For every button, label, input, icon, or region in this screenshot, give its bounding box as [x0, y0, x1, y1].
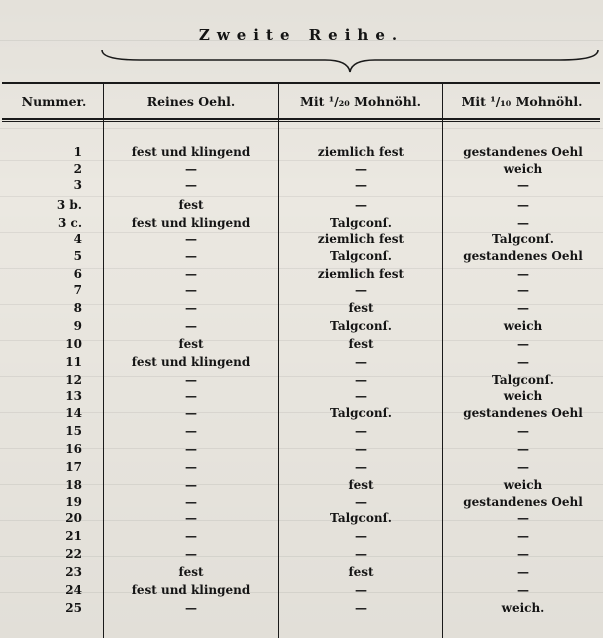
cell-mit-zehntel: weich: [503, 478, 543, 492]
cell-reines-oehl: fest und klingend: [131, 216, 251, 230]
cell-mit-zwanzigstel: —: [355, 442, 367, 456]
row-number: 3 c.: [57, 216, 82, 230]
cell-reines-oehl: —: [185, 511, 197, 525]
row-number: 18: [65, 478, 82, 492]
cell-mit-zwanzigstel: ziemlich fest: [317, 232, 405, 246]
cell-reines-oehl: —: [185, 232, 197, 246]
row-number: 22: [65, 547, 82, 561]
cell-reines-oehl: fest und klingend: [131, 145, 251, 159]
cell-reines-oehl: —: [185, 478, 197, 492]
cell-reines-oehl: —: [185, 460, 197, 474]
cell-reines-oehl: —: [185, 283, 197, 297]
cell-mit-zwanzigstel: —: [355, 162, 367, 176]
cell-reines-oehl: —: [185, 529, 197, 543]
cell-reines-oehl: —: [185, 389, 197, 403]
cell-reines-oehl: fest: [178, 337, 204, 351]
cell-mit-zehntel: —: [517, 337, 529, 351]
cell-mit-zehntel: gestandenes Oehl: [463, 145, 583, 159]
cell-mit-zehntel: —: [517, 424, 529, 438]
cell-mit-zwanzigstel: —: [355, 529, 367, 543]
column-header-mit-zwanzigstel: Mit ¹/₂₀ Mohnöhl.: [300, 94, 421, 109]
row-number: 19: [65, 495, 82, 509]
cell-mit-zehntel: gestandenes Oehl: [463, 406, 583, 420]
row-number: 3: [73, 178, 82, 192]
cell-mit-zehntel: —: [517, 301, 529, 315]
cell-mit-zwanzigstel: Talgconſ.: [330, 319, 392, 333]
cell-mit-zehntel: Talgconſ.: [492, 232, 554, 246]
cell-mit-zehntel: weich: [503, 389, 543, 403]
cell-mit-zwanzigstel: Talgconſ.: [330, 511, 392, 525]
row-number: 23: [65, 565, 82, 579]
cell-mit-zehntel: —: [517, 547, 529, 561]
cell-mit-zehntel: —: [517, 529, 529, 543]
column-header-reines-oehl: Reines Oehl.: [146, 94, 236, 109]
row-number: 14: [65, 406, 82, 420]
cell-mit-zehntel: gestandenes Oehl: [463, 495, 583, 509]
cell-mit-zwanzigstel: Talgconſ.: [330, 216, 392, 230]
cell-mit-zehntel: gestandenes Oehl: [463, 249, 583, 263]
cell-reines-oehl: —: [185, 373, 197, 387]
cell-reines-oehl: fest: [178, 198, 204, 212]
table-heading: Zweite Reihe.: [198, 26, 405, 44]
cell-mit-zwanzigstel: fest: [348, 337, 374, 351]
row-number: 7: [73, 283, 82, 297]
column-header-nummer: Nummer.: [21, 94, 87, 109]
header-rule-top: [2, 82, 600, 84]
row-number: 2: [73, 162, 82, 176]
cell-mit-zehntel: weich.: [501, 601, 545, 615]
cell-reines-oehl: —: [185, 319, 197, 333]
cell-mit-zwanzigstel: ziemlich fest: [317, 145, 405, 159]
cell-mit-zehntel: —: [517, 583, 529, 597]
cell-mit-zwanzigstel: —: [355, 547, 367, 561]
cell-mit-zwanzigstel: fest: [348, 301, 374, 315]
cell-mit-zwanzigstel: —: [355, 495, 367, 509]
row-number: 12: [65, 373, 82, 387]
cell-reines-oehl: —: [185, 267, 197, 281]
cell-mit-zwanzigstel: Talgconſ.: [330, 406, 392, 420]
cell-mit-zwanzigstel: ziemlich fest: [317, 267, 405, 281]
row-number: 20: [65, 511, 82, 525]
cell-mit-zehntel: —: [517, 460, 529, 474]
cell-mit-zehntel: —: [517, 178, 529, 192]
cell-mit-zwanzigstel: —: [355, 178, 367, 192]
cell-mit-zehntel: —: [517, 283, 529, 297]
row-number: 10: [65, 337, 82, 351]
cell-mit-zwanzigstel: —: [355, 583, 367, 597]
cell-reines-oehl: fest: [178, 565, 204, 579]
cell-reines-oehl: —: [185, 178, 197, 192]
row-number: 5: [73, 249, 82, 263]
cell-reines-oehl: —: [185, 406, 197, 420]
column-header-mit-zehntel: Mit ¹/₁₀ Mohnöhl.: [461, 94, 583, 109]
cell-mit-zwanzigstel: fest: [348, 565, 374, 579]
cell-reines-oehl: —: [185, 301, 197, 315]
cell-mit-zehntel: —: [517, 216, 529, 230]
cell-mit-zwanzigstel: fest: [348, 478, 374, 492]
cell-reines-oehl: —: [185, 424, 197, 438]
cell-mit-zwanzigstel: —: [355, 389, 367, 403]
cell-mit-zehntel: weich: [503, 162, 543, 176]
cell-reines-oehl: —: [185, 442, 197, 456]
row-number: 3 b.: [56, 198, 82, 212]
brace-icon: [100, 48, 600, 74]
cell-mit-zehntel: —: [517, 565, 529, 579]
cell-mit-zehntel: —: [517, 442, 529, 456]
cell-mit-zehntel: —: [517, 267, 529, 281]
cell-reines-oehl: fest und klingend: [131, 583, 251, 597]
cell-mit-zehntel: —: [517, 198, 529, 212]
cell-mit-zwanzigstel: Talgconſ.: [330, 249, 392, 263]
row-number: 17: [65, 460, 82, 474]
row-number: 6: [73, 267, 82, 281]
row-number: 1: [73, 145, 82, 159]
cell-reines-oehl: —: [185, 495, 197, 509]
row-number: 4: [73, 232, 82, 246]
row-number: 9: [73, 319, 82, 333]
cell-reines-oehl: —: [185, 162, 197, 176]
cell-reines-oehl: fest und klingend: [131, 355, 251, 369]
cell-mit-zwanzigstel: —: [355, 283, 367, 297]
row-number: 8: [73, 301, 82, 315]
row-number: 11: [65, 355, 82, 369]
row-number: 16: [65, 442, 82, 456]
row-number: 25: [65, 601, 82, 615]
cell-mit-zwanzigstel: —: [355, 424, 367, 438]
header-rule-bottom: [2, 118, 600, 120]
cell-mit-zwanzigstel: —: [355, 373, 367, 387]
row-number: 24: [65, 583, 82, 597]
row-number: 13: [65, 389, 82, 403]
cell-mit-zwanzigstel: —: [355, 355, 367, 369]
cell-mit-zwanzigstel: —: [355, 601, 367, 615]
cell-mit-zehntel: —: [517, 355, 529, 369]
row-number: 15: [65, 424, 82, 438]
cell-mit-zehntel: Talgconſ.: [492, 373, 554, 387]
cell-mit-zwanzigstel: —: [355, 198, 367, 212]
cell-mit-zehntel: —: [517, 511, 529, 525]
cell-reines-oehl: —: [185, 249, 197, 263]
cell-reines-oehl: —: [185, 547, 197, 561]
cell-mit-zwanzigstel: —: [355, 460, 367, 474]
row-number: 21: [65, 529, 82, 543]
cell-reines-oehl: —: [185, 601, 197, 615]
cell-mit-zehntel: weich: [503, 319, 543, 333]
